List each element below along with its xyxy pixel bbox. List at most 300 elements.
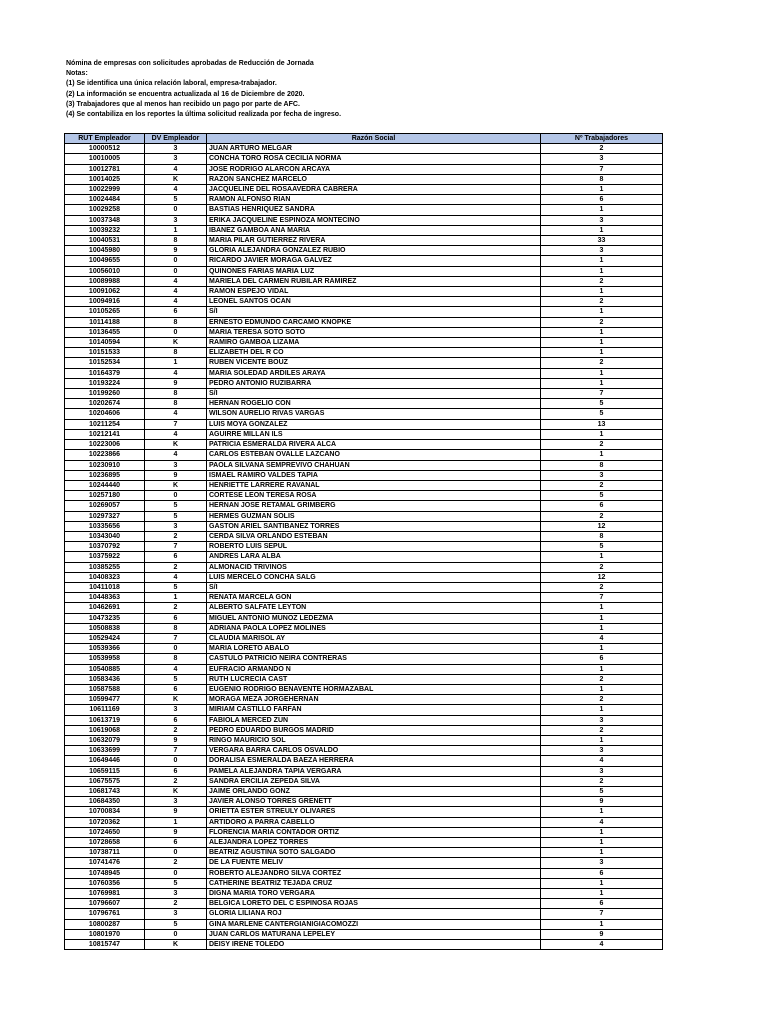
razon-social-cell: RUTH LUCRECIA CAST	[207, 674, 541, 684]
rut-cell: 10675575	[65, 776, 145, 786]
razon-social-cell: HERNAN JOSE RETAMAL GRIMBERG	[207, 501, 541, 511]
rut-cell: 10700834	[65, 807, 145, 817]
dv-cell: 1	[145, 817, 207, 827]
table-row	[65, 878, 663, 888]
rut-cell: 10335656	[65, 521, 145, 531]
rut-cell: 10769981	[65, 889, 145, 899]
dv-cell: 4	[145, 572, 207, 582]
dv-cell: 6	[145, 838, 207, 848]
trabajadores-cell: 2	[541, 297, 663, 307]
table-row	[65, 154, 663, 164]
rut-cell: 10199260	[65, 389, 145, 399]
table-row	[65, 827, 663, 837]
rut-cell: 10659115	[65, 766, 145, 776]
razon-social-cell: JUAN CARLOS MATURANA LEPELEY	[207, 929, 541, 939]
rut-cell: 10204606	[65, 409, 145, 419]
dv-cell: K	[145, 480, 207, 490]
table-row	[65, 735, 663, 745]
rut-cell: 10202674	[65, 399, 145, 409]
trabajadores-cell: 1	[541, 327, 663, 337]
trabajadores-cell: 2	[541, 480, 663, 490]
rut-cell: 10056010	[65, 266, 145, 276]
razon-social-cell: RICARDO JAVIER MORAGA GALVEZ	[207, 256, 541, 266]
table-row	[65, 715, 663, 725]
razon-social-cell: ROBERTO ALEJANDRO SILVA CORTEZ	[207, 868, 541, 878]
table-row	[65, 429, 663, 439]
table-row	[65, 746, 663, 756]
dv-cell: K	[145, 440, 207, 450]
dv-cell: 6	[145, 307, 207, 317]
rut-cell: 10508838	[65, 623, 145, 633]
dv-cell: 9	[145, 470, 207, 480]
table-row	[65, 582, 663, 592]
razon-social-cell: RENATA MARCELA GON	[207, 593, 541, 603]
dv-cell: 4	[145, 368, 207, 378]
trabajadores-cell: 4	[541, 817, 663, 827]
dv-cell: 7	[145, 542, 207, 552]
razon-social-cell: PEDRO ANTONIO RUZIBARRA	[207, 378, 541, 388]
rut-cell: 10212141	[65, 429, 145, 439]
razon-social-cell: ARTIDORO A PARRA CABELLO	[207, 817, 541, 827]
table-row	[65, 684, 663, 694]
table-row	[65, 562, 663, 572]
trabajadores-cell: 1	[541, 450, 663, 460]
table-row	[65, 633, 663, 643]
dv-cell: 5	[145, 582, 207, 592]
dv-cell: 2	[145, 899, 207, 909]
razon-social-cell: BEATRIZ AGUSTINA SOTO SALGADO	[207, 848, 541, 858]
dv-cell: 8	[145, 399, 207, 409]
razon-social-cell: ALBERTO SALFATE LEYTON	[207, 603, 541, 613]
dv-cell: 5	[145, 878, 207, 888]
razon-social-cell: S/I	[207, 582, 541, 592]
table-row	[65, 766, 663, 776]
table-row	[65, 613, 663, 623]
dv-cell: 4	[145, 429, 207, 439]
table-row	[65, 705, 663, 715]
rut-cell: 10462691	[65, 603, 145, 613]
razon-social-cell: HERMES GUZMAN SOLIS	[207, 511, 541, 521]
trabajadores-cell: 6	[541, 868, 663, 878]
razon-social-cell: DIGNA MARIA TORO VERGARA	[207, 889, 541, 899]
table-row	[65, 256, 663, 266]
razon-social-cell: CATHERINE BEATRIZ TEJADA CRUZ	[207, 878, 541, 888]
dv-cell: 3	[145, 705, 207, 715]
rut-cell: 10720362	[65, 817, 145, 827]
razon-social-cell: FABIOLA MERCED ZUN	[207, 715, 541, 725]
dv-cell: 5	[145, 511, 207, 521]
trabajadores-cell: 3	[541, 715, 663, 725]
dv-cell: 0	[145, 868, 207, 878]
trabajadores-cell: 1	[541, 185, 663, 195]
table-row	[65, 542, 663, 552]
rut-cell: 10211254	[65, 419, 145, 429]
razon-social-cell: FLORENCIA MARIA CONTADOR ORTIZ	[207, 827, 541, 837]
dv-cell: 3	[145, 797, 207, 807]
razon-social-cell: EUGENIO RODRIGO BENAVENTE HORMAZABAL	[207, 684, 541, 694]
dv-cell: 9	[145, 827, 207, 837]
table-row	[65, 899, 663, 909]
rut-cell: 10796607	[65, 899, 145, 909]
rut-cell: 10741476	[65, 858, 145, 868]
rut-cell: 10014025	[65, 174, 145, 184]
table-row	[65, 725, 663, 735]
trabajadores-cell: 2	[541, 695, 663, 705]
trabajadores-cell: 7	[541, 593, 663, 603]
trabajadores-cell: 2	[541, 562, 663, 572]
trabajadores-cell: 2	[541, 776, 663, 786]
rut-cell: 10089988	[65, 276, 145, 286]
trabajadores-cell: 2	[541, 582, 663, 592]
rut-cell: 10000512	[65, 144, 145, 154]
trabajadores-cell: 1	[541, 348, 663, 358]
trabajadores-cell: 3	[541, 154, 663, 164]
dv-cell: 1	[145, 358, 207, 368]
dv-cell: 6	[145, 715, 207, 725]
razon-social-cell: RUBEN VICENTE BOUZ	[207, 358, 541, 368]
table-row	[65, 307, 663, 317]
trabajadores-cell: 1	[541, 287, 663, 297]
rut-cell: 10094916	[65, 297, 145, 307]
rut-cell: 10649446	[65, 756, 145, 766]
razon-social-cell: ALMONACID TRIVINOS	[207, 562, 541, 572]
rut-cell: 10539366	[65, 644, 145, 654]
trabajadores-cell: 6	[541, 654, 663, 664]
table-row	[65, 644, 663, 654]
trabajadores-cell: 1	[541, 807, 663, 817]
table-row	[65, 440, 663, 450]
table-row	[65, 929, 663, 939]
table-row	[65, 164, 663, 174]
rut-cell: 10815747	[65, 940, 145, 950]
rut-cell: 10800287	[65, 919, 145, 929]
razon-social-cell: JUAN ARTURO MELGAR	[207, 144, 541, 154]
note-3: (3) Trabajadores que al menos han recibido un pago por parte de AFC.	[66, 100, 300, 108]
rut-cell: 10152534	[65, 358, 145, 368]
razon-social-cell: RAMON ALFONSO RIAN	[207, 195, 541, 205]
table-row	[65, 276, 663, 286]
trabajadores-cell: 5	[541, 491, 663, 501]
note-2: (2) La información se encuentra actualizada al 16 de Diciembre de 2020.	[66, 90, 305, 98]
razon-social-cell: PAOLA SILVANA SEMPREVIVO CHAHUAN	[207, 460, 541, 470]
trabajadores-cell: 8	[541, 460, 663, 470]
trabajadores-cell: 3	[541, 858, 663, 868]
dv-cell: 4	[145, 450, 207, 460]
table-row	[65, 787, 663, 797]
trabajadores-cell: 5	[541, 399, 663, 409]
table-row	[65, 491, 663, 501]
razon-social-cell: ANDRES LARA ALBA	[207, 552, 541, 562]
razon-social-cell: JOSE RODRIGO ALARCON ARCAYA	[207, 164, 541, 174]
notes-block	[66, 59, 666, 120]
razon-social-cell: EUFRACIO ARMANDO N	[207, 664, 541, 674]
table-row	[65, 552, 663, 562]
dv-cell: 9	[145, 735, 207, 745]
dv-cell: 3	[145, 144, 207, 154]
trabajadores-cell: 5	[541, 787, 663, 797]
rut-cell: 10760356	[65, 878, 145, 888]
trabajadores-cell: 6	[541, 501, 663, 511]
dv-cell: 5	[145, 674, 207, 684]
rut-cell: 10269057	[65, 501, 145, 511]
dv-cell: 0	[145, 756, 207, 766]
razon-social-cell: JAVIER ALONSO TORRES GRENETT	[207, 797, 541, 807]
dv-cell: 3	[145, 521, 207, 531]
table-row	[65, 889, 663, 899]
dv-cell: 2	[145, 776, 207, 786]
trabajadores-cell: 12	[541, 521, 663, 531]
dv-cell: 5	[145, 501, 207, 511]
rut-cell: 10230910	[65, 460, 145, 470]
trabajadores-cell: 1	[541, 368, 663, 378]
dv-cell: 0	[145, 266, 207, 276]
rut-cell: 10801970	[65, 929, 145, 939]
dv-cell: 3	[145, 889, 207, 899]
table-row	[65, 460, 663, 470]
table-row	[65, 368, 663, 378]
rut-cell: 10375922	[65, 552, 145, 562]
table-row	[65, 174, 663, 184]
rut-cell: 10193224	[65, 378, 145, 388]
header-trabajadores: Nº Trabajadores	[541, 134, 663, 144]
table-row	[65, 807, 663, 817]
trabajadores-cell: 6	[541, 899, 663, 909]
rut-cell: 10724650	[65, 827, 145, 837]
trabajadores-cell: 4	[541, 940, 663, 950]
trabajadores-cell: 1	[541, 225, 663, 235]
table-row	[65, 868, 663, 878]
dv-cell: 6	[145, 766, 207, 776]
razon-social-cell: ELIZABETH DEL R CO	[207, 348, 541, 358]
rut-cell: 10040531	[65, 236, 145, 246]
dv-cell: 0	[145, 848, 207, 858]
trabajadores-cell: 3	[541, 470, 663, 480]
table-row	[65, 623, 663, 633]
dv-cell: 9	[145, 807, 207, 817]
table-row	[65, 358, 663, 368]
table-row	[65, 654, 663, 664]
table-row	[65, 399, 663, 409]
table-row	[65, 695, 663, 705]
table-row	[65, 409, 663, 419]
trabajadores-cell: 1	[541, 613, 663, 623]
rut-cell: 10385255	[65, 562, 145, 572]
razon-social-cell: CORTESE LEON TERESA ROSA	[207, 491, 541, 501]
trabajadores-cell: 1	[541, 848, 663, 858]
razon-social-cell: ORIETTA ESTER STREULY OLIVARES	[207, 807, 541, 817]
dv-cell: 8	[145, 236, 207, 246]
trabajadores-cell: 3	[541, 246, 663, 256]
dv-cell: 0	[145, 256, 207, 266]
rut-cell: 10619068	[65, 725, 145, 735]
rut-cell: 10613719	[65, 715, 145, 725]
trabajadores-cell: 1	[541, 338, 663, 348]
dv-cell: 8	[145, 348, 207, 358]
table-row	[65, 521, 663, 531]
trabajadores-cell: 5	[541, 409, 663, 419]
table-row	[65, 531, 663, 541]
dv-cell: 0	[145, 327, 207, 337]
table-row	[65, 195, 663, 205]
rut-cell: 10244440	[65, 480, 145, 490]
razon-social-cell: RINGO MAURICIO SOL	[207, 735, 541, 745]
dv-cell: 8	[145, 317, 207, 327]
document-title: Nómina de empresas con solicitudes aprobadas de Reducción de Jornada	[66, 60, 314, 67]
table-row	[65, 511, 663, 521]
trabajadores-cell: 1	[541, 266, 663, 276]
razon-social-cell: BASTIAS HENRIQUEZ SANDRA	[207, 205, 541, 215]
razon-social-cell: HERNAN ROGELIO CON	[207, 399, 541, 409]
razon-social-cell: GASTON ARIEL SANTIBANEZ TORRES	[207, 521, 541, 531]
trabajadores-cell: 3	[541, 746, 663, 756]
rut-cell: 10684350	[65, 797, 145, 807]
razon-social-cell: CERDA SILVA ORLANDO ESTEBAN	[207, 531, 541, 541]
table-row	[65, 348, 663, 358]
rut-cell: 10029258	[65, 205, 145, 215]
razon-social-cell: PEDRO EDUARDO BURGOS MADRID	[207, 725, 541, 735]
razon-social-cell: GLORIA ALEJANDRA GONZALEZ RUBIO	[207, 246, 541, 256]
dv-cell: 8	[145, 623, 207, 633]
razon-social-cell: ALEJANDRA LOPEZ TORRES	[207, 838, 541, 848]
trabajadores-cell: 1	[541, 205, 663, 215]
table-row	[65, 817, 663, 827]
table-row	[65, 389, 663, 399]
razon-social-cell: WILSON AURELIO RIVAS VARGAS	[207, 409, 541, 419]
trabajadores-cell: 1	[541, 838, 663, 848]
rut-cell: 10632079	[65, 735, 145, 745]
razon-social-cell: CASTULO PATRICIO NEIRA CONTRERAS	[207, 654, 541, 664]
razon-social-cell: CARLOS ESTEBAN OVALLE LAZCANO	[207, 450, 541, 460]
rut-cell: 10136455	[65, 327, 145, 337]
rut-cell: 10796761	[65, 909, 145, 919]
rut-cell: 10540885	[65, 664, 145, 674]
dv-cell: 6	[145, 613, 207, 623]
table-row	[65, 205, 663, 215]
razon-social-cell: RAMON ESPEJO VIDAL	[207, 287, 541, 297]
rut-cell: 10105265	[65, 307, 145, 317]
trabajadores-cell: 1	[541, 256, 663, 266]
razon-social-cell: ERIKA JACQUELINE ESPINOZA MONTECINO	[207, 215, 541, 225]
dv-cell: 3	[145, 460, 207, 470]
table-row	[65, 215, 663, 225]
dv-cell: 0	[145, 205, 207, 215]
razon-social-cell: VERGARA BARRA CARLOS OSVALDO	[207, 746, 541, 756]
table-row	[65, 327, 663, 337]
note-1: (1) Se identifica una única relación laboral, empresa-trabajador.	[66, 80, 277, 88]
razon-social-cell: MIRIAM CASTILLO FARFAN	[207, 705, 541, 715]
trabajadores-cell: 2	[541, 725, 663, 735]
razon-social-cell: ADRIANA PAOLA LOPEZ MOLINES	[207, 623, 541, 633]
trabajadores-cell: 5	[541, 542, 663, 552]
dv-cell: 2	[145, 562, 207, 572]
trabajadores-cell: 1	[541, 684, 663, 694]
trabajadores-cell: 1	[541, 552, 663, 562]
dv-cell: 1	[145, 225, 207, 235]
trabajadores-cell: 7	[541, 164, 663, 174]
table-row	[65, 593, 663, 603]
table-row	[65, 338, 663, 348]
razon-social-cell: MARIELA DEL CARMEN RUBILAR RAMIREZ	[207, 276, 541, 286]
rut-cell: 10599477	[65, 695, 145, 705]
table-row	[65, 858, 663, 868]
rut-cell: 10633699	[65, 746, 145, 756]
dv-cell: 4	[145, 185, 207, 195]
dv-cell: 2	[145, 725, 207, 735]
razon-social-cell: IBANEZ GAMBOA ANA MARIA	[207, 225, 541, 235]
header-razon-social: Razón Social	[207, 134, 541, 144]
trabajadores-cell: 2	[541, 317, 663, 327]
razon-social-cell: GLORIA LILIANA ROJ	[207, 909, 541, 919]
table-row	[65, 450, 663, 460]
dv-cell: 7	[145, 419, 207, 429]
razon-social-cell: S/I	[207, 307, 541, 317]
dv-cell: 1	[145, 593, 207, 603]
rut-cell: 10012781	[65, 164, 145, 174]
dv-cell: 9	[145, 378, 207, 388]
trabajadores-cell: 4	[541, 633, 663, 643]
razon-social-cell: LUIS MOYA GONZALEZ	[207, 419, 541, 429]
trabajadores-cell: 1	[541, 705, 663, 715]
trabajadores-cell: 4	[541, 756, 663, 766]
trabajadores-cell: 2	[541, 144, 663, 154]
table-row	[65, 246, 663, 256]
rut-cell: 10297327	[65, 511, 145, 521]
razon-social-cell: DORALISA ESMERALDA BAEZA HERRERA	[207, 756, 541, 766]
rut-cell: 10164379	[65, 368, 145, 378]
header-rut: RUT Empleador	[65, 134, 145, 144]
trabajadores-cell: 1	[541, 307, 663, 317]
dv-cell: 4	[145, 664, 207, 674]
dv-cell: 9	[145, 246, 207, 256]
razon-social-cell: LUIS MERCELO CONCHA SALG	[207, 572, 541, 582]
dv-cell: 4	[145, 276, 207, 286]
razon-social-cell: MARIA SOLEDAD ARDILES ARAYA	[207, 368, 541, 378]
razon-social-cell: PATRICIA ESMERALDA RIVERA ALCA	[207, 440, 541, 450]
rut-cell: 10473235	[65, 613, 145, 623]
trabajadores-cell: 1	[541, 378, 663, 388]
razon-social-cell: DEISY IRENE TOLEDO	[207, 940, 541, 950]
table-row	[65, 572, 663, 582]
trabajadores-cell: 9	[541, 929, 663, 939]
rut-cell: 10448363	[65, 593, 145, 603]
table-row	[65, 287, 663, 297]
table-row	[65, 225, 663, 235]
rut-cell: 10024484	[65, 195, 145, 205]
razon-social-cell: CLAUDIA MARISOL AY	[207, 633, 541, 643]
table-body	[65, 144, 663, 950]
rut-cell: 10411018	[65, 582, 145, 592]
table-row	[65, 470, 663, 480]
table-row	[65, 317, 663, 327]
razon-social-cell: SANDRA ERCILIA ZEPEDA SILVA	[207, 776, 541, 786]
trabajadores-cell: 33	[541, 236, 663, 246]
dv-cell: K	[145, 174, 207, 184]
dv-cell: K	[145, 338, 207, 348]
rut-cell: 10408323	[65, 572, 145, 582]
table-row	[65, 797, 663, 807]
dv-cell: 0	[145, 491, 207, 501]
razon-social-cell: MARIA PILAR GUTIERREZ RIVERA	[207, 236, 541, 246]
table-row	[65, 378, 663, 388]
table-row	[65, 909, 663, 919]
rut-cell: 10140594	[65, 338, 145, 348]
rut-cell: 10114188	[65, 317, 145, 327]
razon-social-cell: MORAGA MEZA JORGEHERNAN	[207, 695, 541, 705]
razon-social-cell: MARIA LORETO ABALO	[207, 644, 541, 654]
dv-cell: K	[145, 787, 207, 797]
table-header-row	[65, 134, 663, 144]
dv-cell: K	[145, 695, 207, 705]
